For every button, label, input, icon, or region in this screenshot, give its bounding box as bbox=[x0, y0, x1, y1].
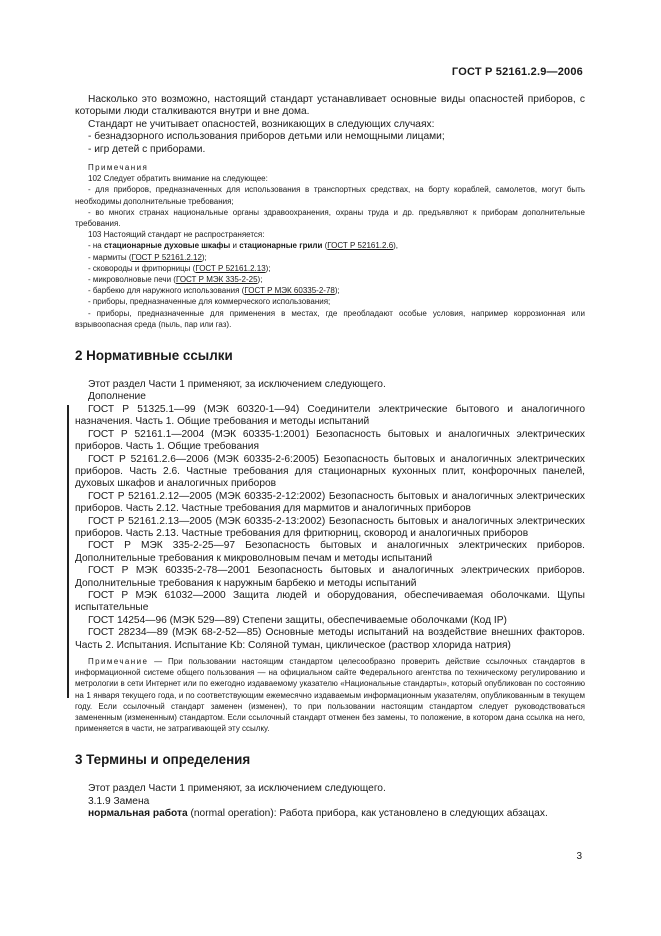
note-103-item: - мармиты (ГОСТ Р 52161.2.12); bbox=[88, 252, 207, 262]
intro-list-item: - безнадзорного использования приборов детьми или немощными лицами; bbox=[88, 131, 445, 143]
note-102-item: - для приборов, предназначенных для использования в транспортных средствах, на борту кораблей, самолетов, могут быть необходимы дополнительные требования; bbox=[75, 185, 585, 206]
note-103-item: - микроволновые печи (ГОСТ Р МЭК 335-2-25); bbox=[88, 275, 263, 285]
reference-item: ГОСТ Р МЭК 60335-2-78—2001 Безопасность бытовых и аналогичных электрических приборов. Дополнительные требования к наружным барбекю и методы испытаний bbox=[75, 565, 585, 589]
section-2-addition: Дополнение bbox=[88, 391, 146, 403]
intro-paragraph: Стандарт не учитывает опасностей, возникающих в следующих случаях: bbox=[88, 118, 435, 130]
ref-link[interactable]: ГОСТ Р 52161.2.13 bbox=[195, 263, 266, 273]
reference-item: ГОСТ Р 51325.1—99 (МЭК 60320-1—94) Соединители электрические бытового и аналогичного назначения. Часть 1. Общие требования и методы испытаний bbox=[75, 403, 585, 428]
ref-link[interactable]: ГОСТ Р 52161.2.12 bbox=[131, 252, 202, 262]
section-2-note bbox=[75, 656, 585, 734]
term-definition bbox=[75, 808, 585, 820]
reference-item: ГОСТ Р МЭК 335-2-25—97 Безопасность бытовых и аналогичных электрических приборов. Дополнительные требования к микроволновым печам и методы испытаний bbox=[75, 540, 585, 564]
reference-item: ГОСТ Р 52161.2.6—2006 (МЭК 60335-2-6:2005) Безопасность бытовых и аналогичных электрических приборов. Часть 2.6. Частные требования для стационарных кухонных плит, конфорочных панелей, духовых шкафов и аналогичных приборов bbox=[75, 453, 585, 490]
reference-item: ГОСТ Р 52161.2.12—2005 (МЭК 60335-2-12:2002) Безопасность бытовых и аналогичных электрических приборов. Часть 2.12. Частные требования для мармитов и аналогичных приборов bbox=[75, 490, 585, 515]
ref-link[interactable]: ГОСТ Р 52161.2.6 bbox=[327, 241, 394, 251]
document-header: ГОСТ Р 52161.2.9—2006 bbox=[451, 66, 583, 78]
ref-link[interactable]: ГОСТ Р МЭК 60335-2-78 bbox=[244, 286, 335, 296]
note-103-item: - барбекю для наружного использования (ГОСТ Р МЭК 60335-2-78); bbox=[88, 286, 340, 296]
page-number: 3 bbox=[576, 851, 582, 862]
intro-paragraph: Насколько это возможно, настоящий стандарт устанавливает основные виды опасностей приборов, с которыми люди сталкиваются внутри и вне дома. bbox=[75, 94, 585, 118]
term: нормальная работа bbox=[88, 808, 188, 820]
reference-item: ГОСТ Р МЭК 61032—2000 Защита людей и оборудования, обеспечиваемая оболочками. Щупы испытательные bbox=[75, 589, 585, 614]
intro-list-item: - игр детей с приборами. bbox=[88, 143, 206, 155]
section-2-title: 2 Нормативные ссылки bbox=[75, 348, 233, 364]
note-103-item: - приборы, предназначенные для коммерческого использования; bbox=[88, 297, 331, 307]
change-bar bbox=[67, 405, 69, 698]
term-text: (normal operation): Работа прибора, как установлено в следующих абзацах. bbox=[187, 808, 548, 820]
note-text: — При пользовании настоящим стандартом целесообразно проверить действие ссылочных стандартов в информационной системе общего пользования — на официальном сайте Федерального агентства по техническому регулированию и метрологии в сети Интернет или по ежегодно издаваемому указателю «Национальные стандарты», который опубликован по состоянию на 1 января текущего года, и по соответствующим ежемесячно издаваемым информационным указателям, опубликованным в текущем году. Если ссылочный стандарт заменен (изменен), то при пользовании настоящим стандартом следует руководствоваться замененным (измененным) стандартом. Если ссылочный стандарт отменен без замены, то положение, в котором дана ссылка на него, применяется в части, не затрагивающей эту ссылку. bbox=[75, 657, 585, 734]
ref-link[interactable]: ГОСТ Р МЭК 335-2-25 bbox=[175, 275, 258, 285]
section-2-intro: Этот раздел Части 1 применяют, за исключением следующего. bbox=[88, 379, 386, 391]
note-103-item: - сковороды и фритюрницы (ГОСТ Р 52161.2.13); bbox=[88, 263, 271, 273]
notes-label-text: Примечания bbox=[88, 163, 149, 173]
notes-label bbox=[75, 162, 585, 173]
reference-item: ГОСТ Р 52161.2.13—2005 (МЭК 60335-2-13:2002) Безопасность бытовых и аналогичных электрических приборов. Часть 2.13. Частные требования для фритюрниц, сковород и аналогичных приборов bbox=[75, 515, 585, 539]
section-3-intro: Этот раздел Части 1 применяют, за исключением следующего. bbox=[88, 783, 386, 795]
note-103-item: - приборы, предназначенные для применения в местах, где преобладают особые условия, например коррозионная или взрывоопасная среда (пыль, пар или газ). bbox=[75, 308, 585, 329]
note-102: 102 Следует обратить внимание на следующее: bbox=[88, 174, 268, 184]
note-label: Примечание bbox=[88, 657, 149, 667]
reference-item: ГОСТ Р 52161.1—2004 (МЭК 60335-1:2001) Безопасность бытовых и аналогичных электрических приборов. Часть 1. Общие требования bbox=[75, 428, 585, 453]
clause-heading: 3.1.9 Замена bbox=[88, 795, 150, 807]
note-103: 103 Настоящий стандарт не распространяется: bbox=[88, 230, 265, 240]
section-3-title: 3 Термины и определения bbox=[75, 752, 251, 768]
note-103-item: - на стационарные духовые шкафы и стационарные грили (ГОСТ Р 52161.2.6), bbox=[88, 241, 399, 251]
page-content bbox=[75, 94, 585, 821]
reference-item: ГОСТ 28234—89 (МЭК 68-2-52—85) Основные методы испытаний на воздействие внешних факторов. Часть 2. Испытания. Испытание Kb: Соляной туман, циклическое (раствор хлорида натрия) bbox=[75, 627, 585, 651]
reference-item: ГОСТ 14254—96 (МЭК 529—89) Степени защиты, обеспечиваемые оболочками (Код IP) bbox=[88, 614, 507, 626]
note-102-item: - во многих странах национальные органы здравоохранения, охраны труда и др. предъявляют к приборам дополнительные требования. bbox=[75, 207, 585, 229]
